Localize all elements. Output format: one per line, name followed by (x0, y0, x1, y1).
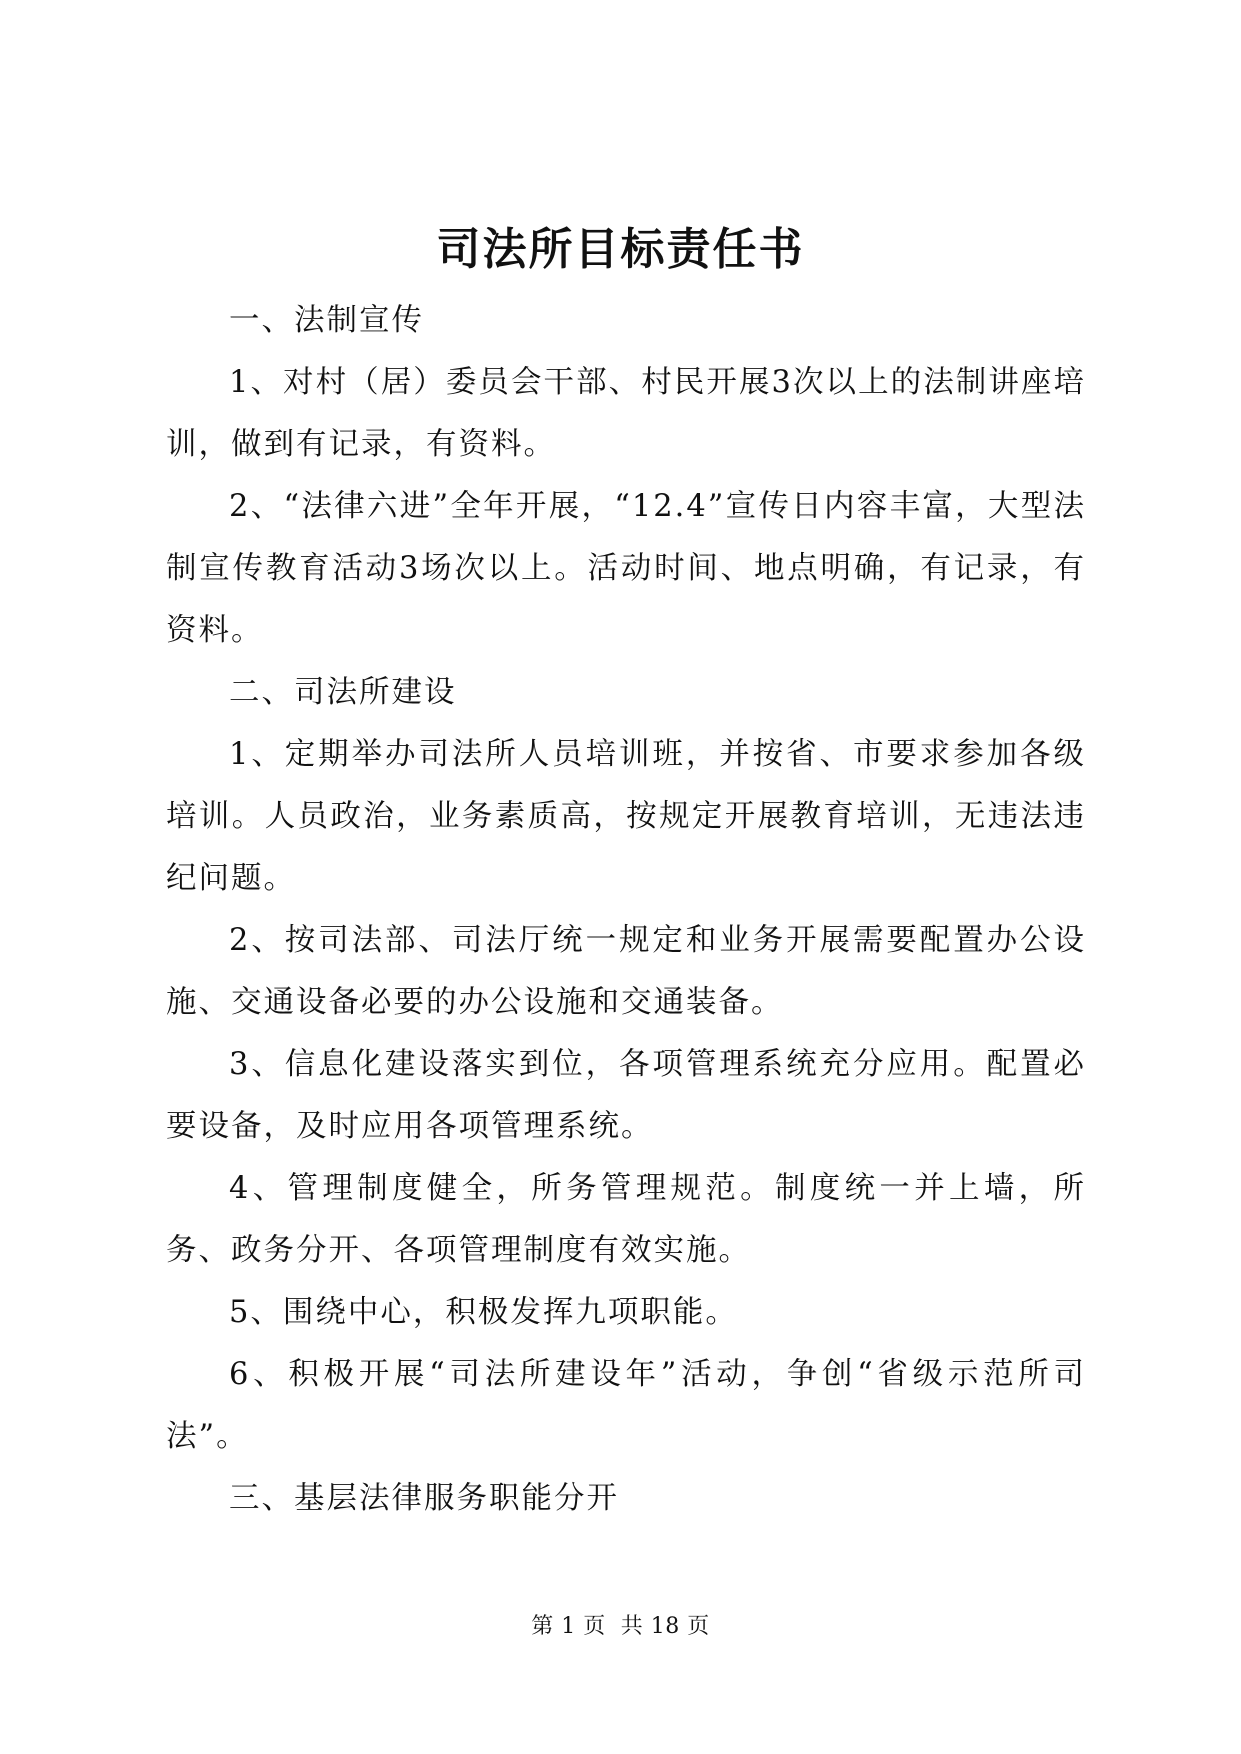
paragraph: 6、积极开展“司法所建设年”活动，争创“省级示范所司法”。 (166, 1357, 1086, 1454)
section-heading-1: 一、法制宣传 (229, 303, 424, 338)
document-title: 司法所目标责任书 (436, 224, 805, 275)
paragraph: 1、对村（居）委员会干部、村民开展3次以上的法制讲座培训，做到有记录，有资料。 (166, 365, 1086, 462)
paragraph: 4、管理制度健全，所务管理规范。制度统一并上墙，所务、政务分开、各项管理制度有效实施。 (166, 1171, 1086, 1268)
paragraph: 5、围绕中心，积极发挥九项职能。 (229, 1295, 738, 1330)
page-number-label: 第 1 页 共 18 页 (531, 1614, 710, 1639)
section-heading-2: 二、司法所建设 (229, 675, 457, 710)
paragraph: 1、定期举办司法所人员培训班，并按省、市要求参加各级培训。人员政治，业务素质高，按规定开展教育培训，无违法违纪问题。 (166, 737, 1086, 896)
paragraph: 2、按司法部、司法厅统一规定和业务开展需要配置办公设施、交通设备必要的办公设施和交通装备。 (166, 923, 1086, 1020)
section-heading-3: 三、基层法律服务职能分开 (229, 1481, 619, 1516)
document-body (166, 290, 1086, 1530)
paragraph: 3、信息化建设落实到位，各项管理系统充分应用。配置必要设备，及时应用各项管理系统。 (166, 1047, 1086, 1144)
paragraph: 2、“法律六进”全年开展，“12.4”宣传日内容丰富，大型法制宣传教育活动3场次以上。活动时间、地点明确，有记录，有资料。 (166, 489, 1086, 648)
page-footer (0, 1612, 1241, 1642)
